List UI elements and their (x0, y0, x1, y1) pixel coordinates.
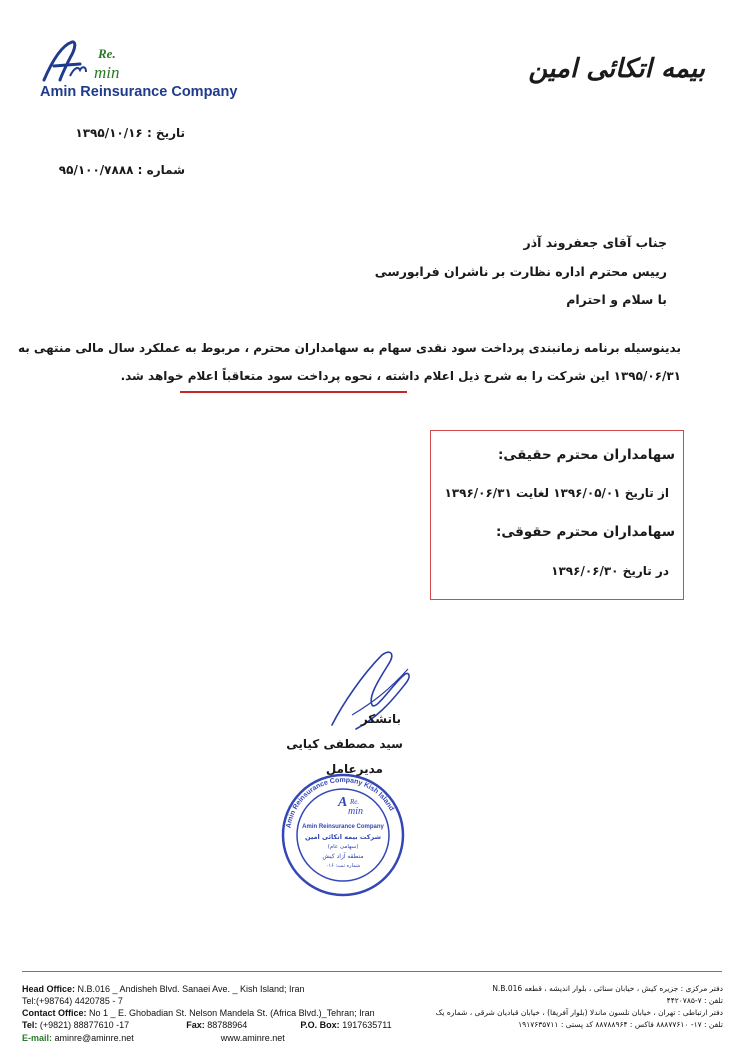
body-line-1: بدینوسیله برنامه زمانبندی پرداخت سود نقدی سهام به سهامداران محترم ، مربوط به عملکرد سال مالی منتهی به (17, 341, 681, 355)
website-link[interactable]: www.aminre.net (220, 1033, 285, 1043)
handwritten-signature (312, 645, 422, 745)
brand-name-fa: بیمه اتکائی امین (528, 54, 705, 84)
footer-tel1: Tel:(+98764) 4420785 - 7 (22, 996, 123, 1006)
logo-re-text: Re. (98, 46, 116, 61)
body-line-2: ۱۳۹۵/۰۶/۳۱ این شرکت را به شرح ذیل اعلام داشته ، نحوه پرداخت سود متعاقباً اعلام خواهد شد. (120, 369, 681, 383)
stamp-inner-en: Amin Reinsurance Company (302, 824, 384, 830)
footer-contact-office: Contact Office: No 1 _ E. Ghobadian St. Nelson Mandela St. (Africa Blvd.)_Tehran; Iran (22, 1008, 375, 1018)
footer-fa-line4: تلفن : ۱۷- ۸۸۸۷۷۶۱۰ فاکس : ۸۸۷۸۸۹۶۴ کد پستی : ۱۹۱۷۶۳۵۷۱۱ (518, 1020, 723, 1029)
number-value: ۹۵/۱۰۰/۷۸۸۸ (58, 163, 134, 177)
stamp-inner-fa1: شرکت بیمه اتکائی امین (305, 833, 381, 841)
letter-date (75, 126, 185, 140)
red-underline (180, 391, 407, 393)
footer-fa-line1: دفتر مرکزی : جزیره کیش ، خیابان سنائی ، بلوار اندیشه ، قطعه N.B.016 (492, 984, 723, 993)
svg-text:A: A (338, 795, 348, 810)
greeting: با سلام و احترام (566, 292, 667, 307)
signatory-name: سید مصطفی کیایی (286, 737, 403, 751)
stamp-inner-fa4: شماره ثبت: ۰۱۶ (325, 863, 361, 869)
stamp-ring-text: Amin Reinsurance Company Kish Island (285, 776, 395, 829)
recipient-title: رییس محترم اداره نظارت بر ناشران فرابورسی (374, 264, 667, 279)
signatory-title: مدیرعامل (325, 762, 383, 776)
legal-shareholders-heading: سهامداران محترم حقوقی: (495, 524, 675, 540)
company-name-en: Amin Reinsurance Company (40, 84, 238, 100)
stamp-inner-fa2: (سهامی عام) (327, 844, 359, 850)
stamp-inner-fa3: منطقه آزاد کیش (322, 853, 364, 860)
number-label: شماره : (137, 163, 185, 177)
signature-thanks: باتشکر (360, 712, 401, 726)
recipient-name: جناب آقای جعفروند آذر (523, 235, 667, 250)
email-link[interactable]: aminre@aminre.net (54, 1033, 134, 1043)
footer-contact-numbers: Tel: (+9821) 88877610 -17 Fax: 88788964 P.O. Box: 1917635711 (22, 1020, 392, 1030)
footer-head-office: Head Office: N.B.016 _ Andisheh Blvd. Sanaei Ave. _ Kish Island; Iran (22, 984, 305, 994)
company-stamp (280, 772, 406, 898)
company-logo (40, 36, 150, 88)
legal-payment-date: در تاریخ ۱۳۹۶/۰۶/۳۰ (551, 564, 669, 578)
date-label: تاریخ : (146, 126, 185, 140)
date-value: ۱۳۹۵/۱۰/۱۶ (75, 126, 143, 140)
svg-text:Re.: Re. (350, 798, 360, 806)
footer-divider (22, 971, 722, 972)
individual-payment-dates: از تاریخ ۱۳۹۶/۰۵/۰۱ لغایت ۱۳۹۶/۰۶/۳۱ (444, 486, 669, 500)
svg-text:min: min (94, 63, 120, 82)
footer-web: E-mail: aminre@aminre.net www.aminre.net (22, 1033, 285, 1043)
letter-number (59, 163, 185, 177)
footer-fa-line2: تلفن : ۷-۴۴۲۰۷۸۵ (666, 996, 723, 1005)
footer-fa-line3: دفتر ارتباطی : تهران ، خیابان نلسون ماندلا (بلوار آفریقا) ، خیابان قبادیان شرقی ، شماره یک (435, 1008, 723, 1017)
individual-shareholders-heading: سهامداران محترم حقیقی: (498, 447, 675, 463)
svg-text:min: min (348, 806, 363, 817)
